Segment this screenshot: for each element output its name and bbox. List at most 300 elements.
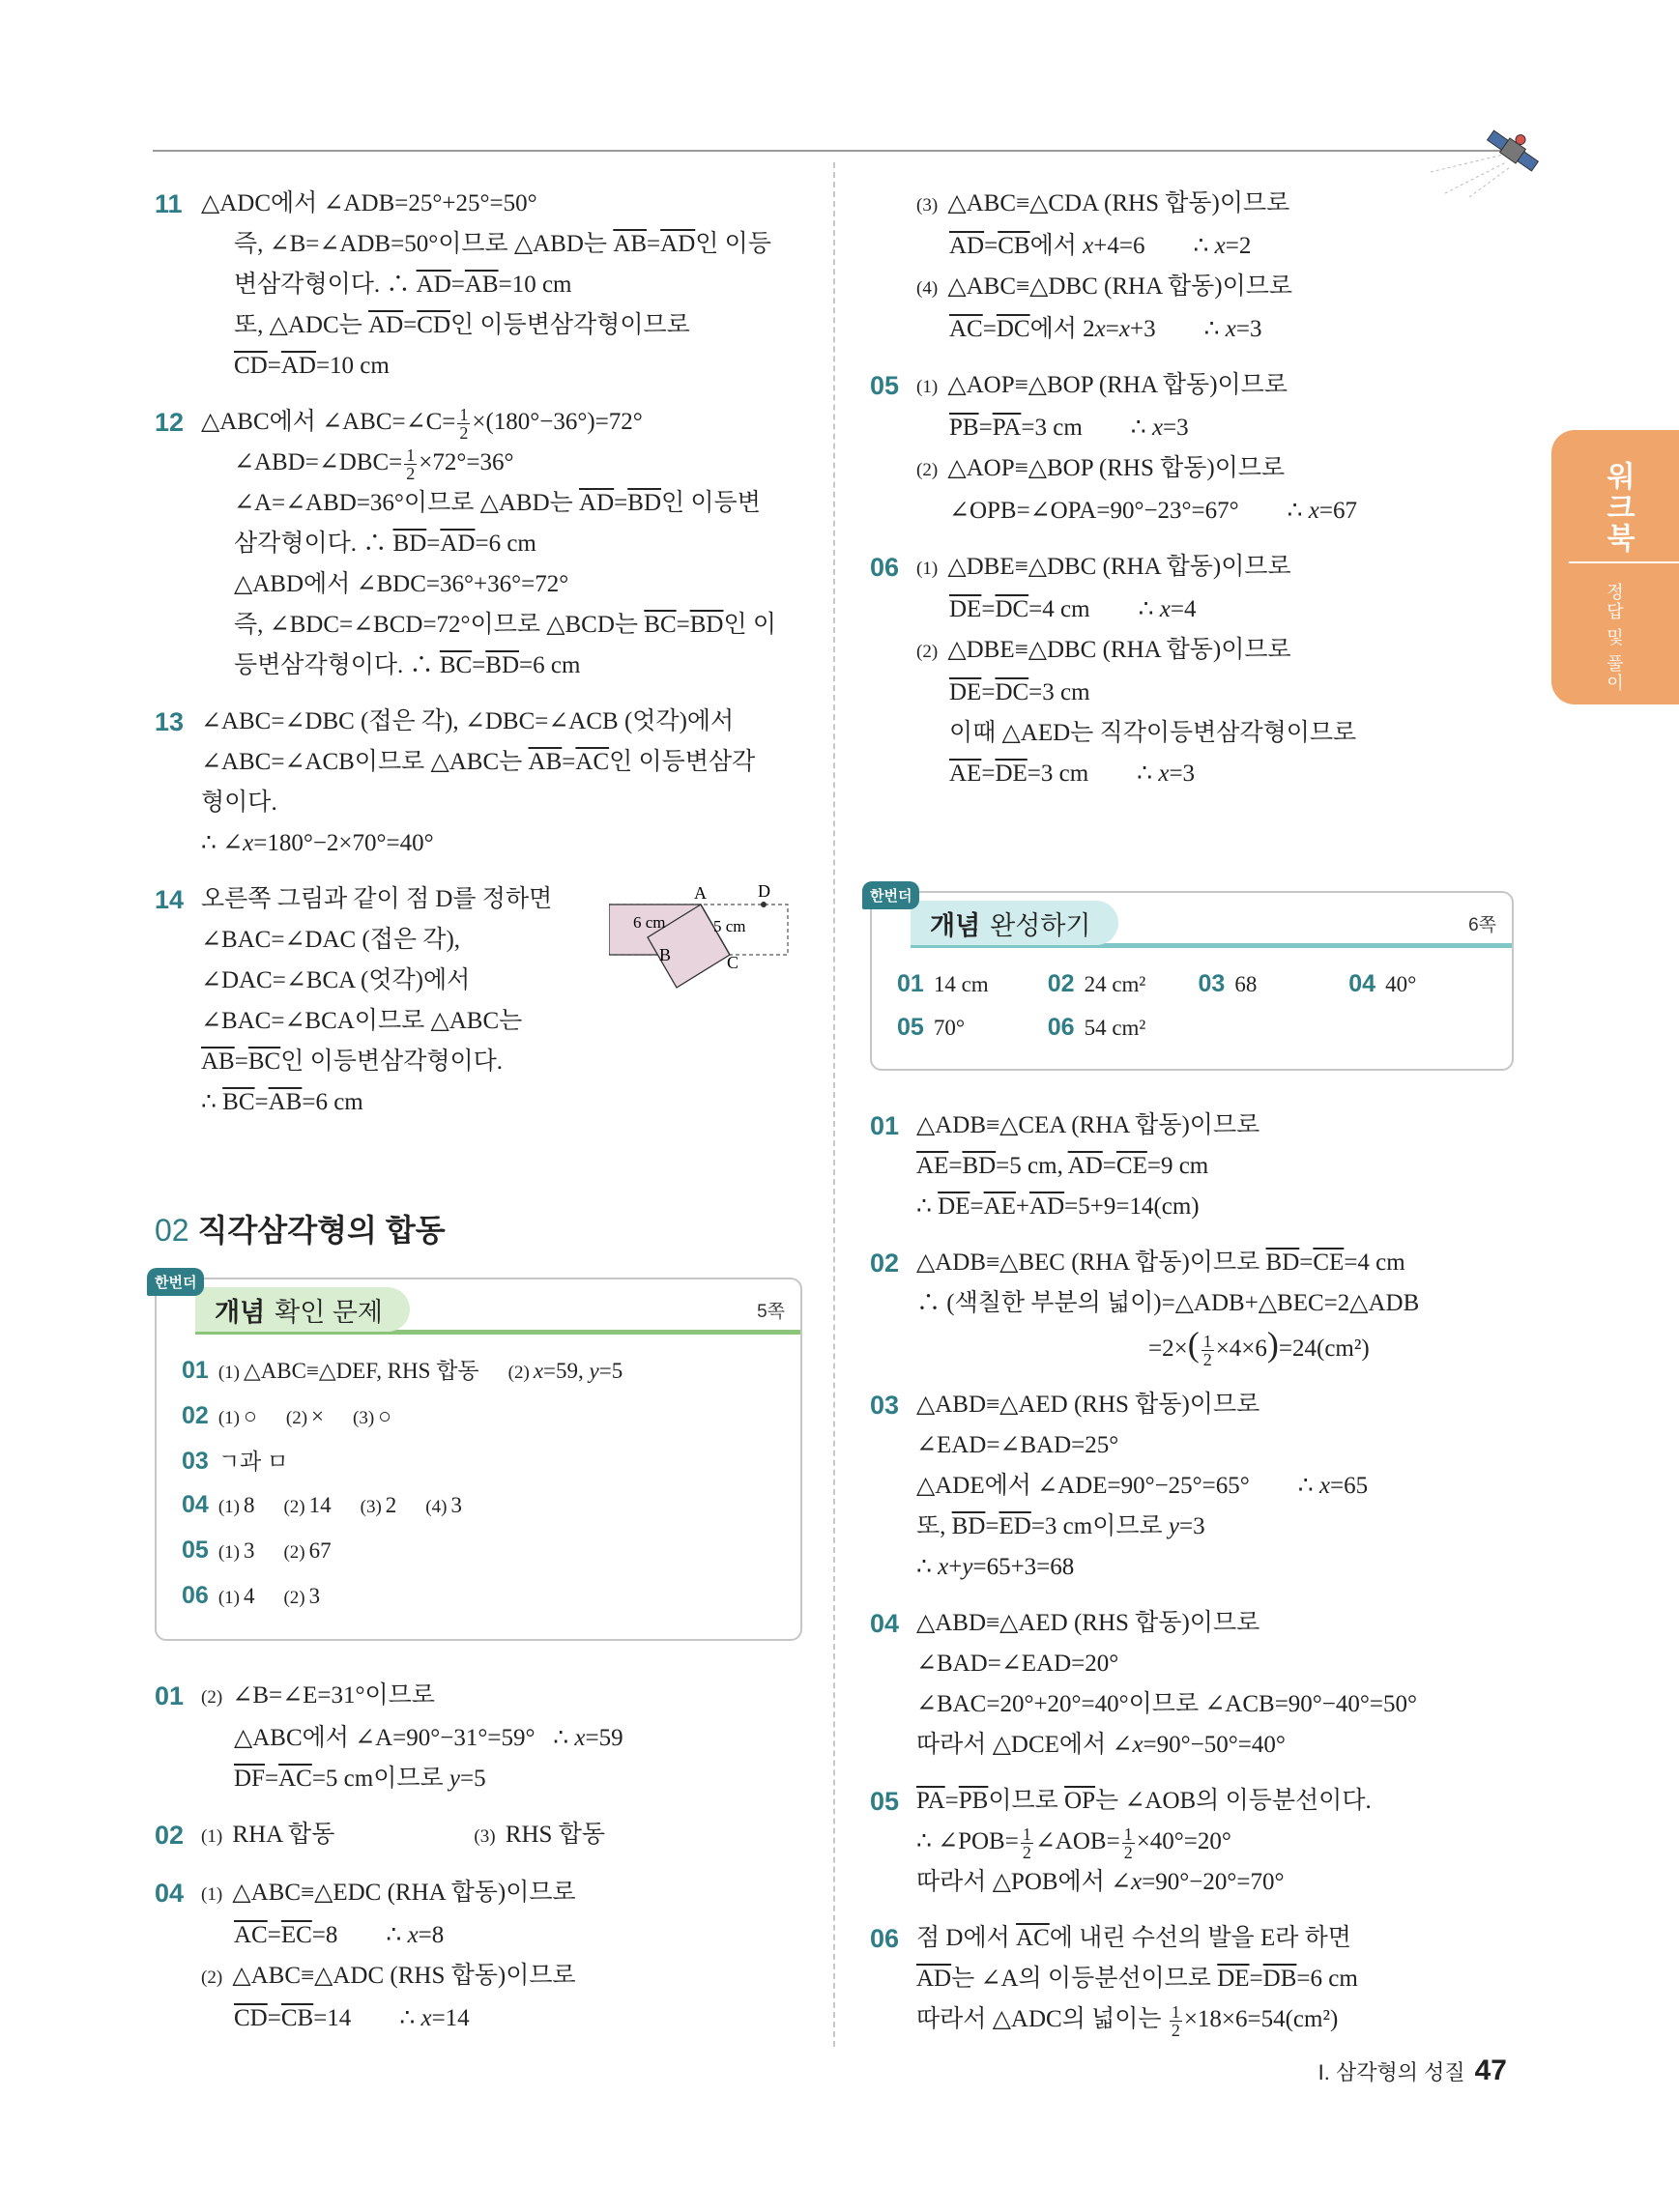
- line: [916, 1146, 1527, 1187]
- header-band: [195, 1287, 410, 1332]
- segment: $\overline{OP}$: [1064, 1788, 1096, 1814]
- segment: $\overline{AC}$: [278, 1766, 312, 1792]
- line: [201, 1759, 802, 1799]
- answer: 67: [308, 1538, 332, 1563]
- variable: x: [1118, 316, 1130, 342]
- solution-12: [155, 402, 802, 686]
- text: △ABC≡△CDA (RHS 합동)이므로: [947, 190, 1290, 216]
- text: ∴: [535, 1725, 575, 1751]
- answer: 3: [243, 1538, 255, 1563]
- answer-row: [182, 1574, 775, 1620]
- text: ∠AOB=: [1034, 1828, 1120, 1854]
- page-ref: 6쪽: [1468, 915, 1496, 935]
- numerator: 1: [406, 445, 416, 465]
- line: [201, 443, 802, 483]
- text: 점 D에서: [916, 1925, 1017, 1951]
- text: =4 cm: [1344, 1250, 1405, 1276]
- sub-label: (1): [201, 1884, 223, 1905]
- line: [201, 224, 802, 265]
- variable: x: [1083, 233, 1094, 259]
- line: △ADC에서 ∠ADB=25°+25°=50°: [201, 190, 537, 216]
- sub-label: (4): [425, 1497, 448, 1517]
- line: ∴ $\overline{DE}=\overline{AE}+\overline{AD}=5+9=14(cm)$: [916, 1193, 1200, 1220]
- text: =: [981, 679, 996, 705]
- solution-r06: [870, 1918, 1527, 2040]
- text: =2: [1225, 233, 1252, 259]
- solution-14: [155, 879, 802, 1123]
- text: =67: [1318, 498, 1358, 524]
- answer-row: [897, 962, 1487, 1006]
- line: [201, 402, 802, 443]
- solution-q02: [155, 1815, 802, 1857]
- text: 에서: [1029, 233, 1084, 259]
- text: △ABC≡△DBC (RHA 합동)이므로: [947, 273, 1293, 300]
- segment: $\overline{AD}$: [416, 272, 451, 298]
- box-header: [870, 888, 1512, 947]
- answer-number: 02: [182, 1402, 209, 1429]
- sub-label: (1): [217, 1363, 240, 1383]
- text: =3 cm: [1021, 415, 1083, 441]
- text: ∴: [916, 1554, 939, 1580]
- line: △ADB≡△CEA (RHA 합동)이므로: [916, 1112, 1260, 1138]
- answer: =59,: [543, 1359, 590, 1383]
- answer-number: 03: [1198, 970, 1226, 997]
- text: =14: [431, 2005, 470, 2031]
- problem-number: 02: [155, 1821, 185, 1850]
- badge: 한번더: [147, 1268, 204, 1296]
- text: =: [614, 490, 628, 516]
- line: [201, 1956, 802, 1998]
- segment: $\overline{DE}$: [949, 679, 982, 705]
- fraction: [1201, 1333, 1214, 1368]
- numerator: 1: [1022, 1824, 1031, 1844]
- line: [916, 1243, 1527, 1283]
- text: =2×: [1148, 1336, 1188, 1362]
- text: =: [472, 652, 486, 678]
- variable: x: [1094, 316, 1106, 342]
- answer: 2: [385, 1493, 397, 1517]
- segment: $\overline{DE}$: [938, 1193, 970, 1220]
- text: 인 이: [723, 612, 777, 638]
- answer-number: 01: [897, 970, 924, 997]
- line: 오른쪽 그림과 같이 점 D를 정하면: [201, 886, 553, 912]
- segment: $\overline{PB}$: [958, 1788, 989, 1814]
- line: ∠BAC=∠BCA이므로 △ABC는: [201, 1008, 523, 1034]
- numerator: 1: [459, 404, 469, 424]
- segment: $\overline{CB}$: [280, 2005, 314, 2031]
- variable: x: [1159, 596, 1171, 622]
- answer-row: [182, 1440, 775, 1483]
- line: [201, 524, 802, 564]
- line: △ABD≡△AED (RHS 합동)이므로: [916, 1392, 1260, 1418]
- box-header: [155, 1275, 800, 1334]
- segment: $\overline{CB}$: [998, 233, 1030, 259]
- left-column: [155, 184, 802, 2054]
- line: [916, 491, 1527, 531]
- line: [201, 1815, 802, 1857]
- segment: $\overline{AD}$: [916, 1966, 952, 1992]
- segment: $\overline{DC}$: [996, 316, 1030, 342]
- problem-number: 06: [870, 1924, 900, 1953]
- line: [916, 673, 1527, 713]
- header-light: 완성하기: [990, 910, 1091, 940]
- segment: $\overline{BC}$: [439, 652, 473, 678]
- text: =: [981, 761, 996, 787]
- answer: 54 cm²: [1084, 1016, 1146, 1040]
- sub-label: (2): [285, 1408, 308, 1428]
- line: [916, 1781, 1527, 1822]
- segment: $\overline{AC}$: [575, 749, 610, 775]
- answer-item: [1199, 962, 1344, 1006]
- answer-number: 02: [1047, 970, 1075, 997]
- answer: =5: [598, 1359, 623, 1383]
- section-number: 02: [155, 1213, 189, 1248]
- segment: $\overline{AD}$: [660, 231, 696, 257]
- concept-check-box: [155, 1275, 802, 1641]
- text: =: [970, 1193, 984, 1220]
- answer: 14 cm: [933, 972, 989, 996]
- text: =3: [1169, 761, 1196, 787]
- text: 에 내린 수선의 발을 E라 하면: [1049, 1925, 1351, 1951]
- sub-label: (2): [916, 642, 939, 662]
- fraction: [457, 406, 470, 442]
- header-bold: 개념: [930, 910, 981, 940]
- segment: $\overline{AB}$: [201, 1049, 235, 1075]
- answer: 68: [1234, 972, 1258, 996]
- line: [201, 483, 802, 524]
- text: △DBE≡△DBC (RHA 합동)이므로: [947, 554, 1291, 580]
- segment: $\overline{EC}$: [280, 1922, 312, 1948]
- line: [916, 1466, 1527, 1507]
- answer-item: [1048, 1006, 1146, 1049]
- text: ∠A=∠ABD=36°이므로 △ABD는: [234, 490, 580, 516]
- solution-r05: [870, 1781, 1527, 1903]
- text: =90°−50°=40°: [1143, 1732, 1286, 1758]
- text: =8: [418, 1922, 445, 1948]
- segment: $\overline{BD}$: [1265, 1250, 1300, 1276]
- segment: $\overline{CD}$: [234, 2005, 268, 2031]
- answer-number: 04: [182, 1491, 209, 1518]
- text: =: [562, 749, 576, 775]
- text: 는 ∠AOB의 이등분선이다.: [1095, 1788, 1372, 1814]
- text: =6 cm: [519, 652, 581, 678]
- line: [201, 1718, 802, 1759]
- line: [201, 646, 802, 686]
- line: [916, 267, 1527, 309]
- answer-item: [1348, 962, 1416, 1006]
- label-c: C: [727, 953, 739, 972]
- text: =5 cm이므로: [311, 1766, 449, 1792]
- text: ∴: [201, 1089, 223, 1115]
- chapter-label: I. 삼각형의 성질: [1317, 2060, 1465, 2084]
- line: [916, 1862, 1527, 1903]
- text: ×18×6=54(cm²): [1183, 2006, 1339, 2032]
- text: =: [1105, 316, 1119, 342]
- sub-label: (2): [201, 1687, 223, 1708]
- text: 즉, ∠B=∠ADB=50°이므로 △ABD는: [234, 231, 614, 257]
- text: △ADE에서 ∠ADE=90°−25°=65°: [916, 1473, 1250, 1499]
- sub-label: (3): [916, 195, 939, 215]
- line: [916, 365, 1527, 408]
- sub-label: (2): [283, 1497, 305, 1517]
- text: ∴: [1138, 596, 1160, 622]
- text: =: [948, 1153, 963, 1179]
- variable: x: [1131, 1869, 1143, 1895]
- header-band: [911, 901, 1118, 945]
- line: 형이다.: [201, 790, 277, 816]
- line: [916, 226, 1527, 267]
- text: =5 cm,: [996, 1153, 1068, 1179]
- solution-11: [155, 184, 802, 387]
- variable: y: [589, 1359, 599, 1383]
- text: =59: [585, 1725, 623, 1751]
- text: =: [1102, 1153, 1116, 1179]
- text: =65: [1330, 1473, 1369, 1499]
- segment: $\overline{CD}$: [234, 353, 268, 379]
- answer-item: [897, 962, 1042, 1006]
- segment: $\overline{AD}$: [1067, 1153, 1103, 1179]
- segment: $\overline{AB}$: [268, 1089, 303, 1115]
- solution-r02: [870, 1243, 1527, 1369]
- text: ∴: [916, 1193, 939, 1220]
- text: =5: [460, 1766, 486, 1792]
- text: =3: [1235, 316, 1262, 342]
- text: ∴: [1287, 498, 1309, 524]
- segment: $\overline{BD}$: [962, 1153, 997, 1179]
- page-number: 47: [1474, 2054, 1507, 2086]
- text: =: [982, 316, 997, 342]
- line: [916, 754, 1527, 794]
- text: ∠B=∠E=31°이므로: [232, 1682, 435, 1709]
- segment: $\overline{BD}$: [627, 490, 661, 516]
- line: =2×( $\frac{1}{2}$ ×4×6)=24(cm²): [1148, 1325, 1370, 1369]
- text: =10 cm: [315, 353, 390, 379]
- label-b: B: [659, 945, 672, 964]
- line: [916, 1959, 1527, 1999]
- line: [916, 309, 1527, 350]
- segment: $\overline{BC}$: [644, 612, 677, 638]
- segment: $\overline{BC}$: [222, 1089, 255, 1115]
- text: =: [981, 596, 996, 622]
- text: =6 cm: [1296, 1966, 1358, 1992]
- text: =: [267, 353, 281, 379]
- text: =: [1249, 1966, 1263, 1992]
- answer-row: [182, 1394, 775, 1440]
- sub-label: (3): [360, 1497, 382, 1517]
- text: 즉, ∠BDC=∠BCD=72°이므로 △BCD는: [234, 612, 645, 638]
- line: [201, 605, 802, 646]
- text: =: [676, 612, 690, 638]
- sub-label: (1): [217, 1542, 240, 1563]
- text: 또, △ADC는: [234, 312, 369, 338]
- sub-label: (3): [353, 1408, 375, 1428]
- line: △ABD에서 ∠BDC=36°+36°=72°: [234, 571, 569, 597]
- fraction: [1170, 2003, 1182, 2039]
- problem-number: 06: [870, 553, 900, 582]
- sub-label: (2): [201, 1968, 223, 1988]
- segment: $\overline{AC}$: [1016, 1925, 1050, 1951]
- segment: $\overline{DE}$: [1217, 1966, 1250, 1992]
- text: 는 ∠A의 이등분선이므로: [951, 1966, 1218, 1992]
- text: 따라서 △ADC의 넓이는: [916, 2006, 1168, 2032]
- text: 인 이등변삼각형이므로: [450, 312, 690, 338]
- problem-number: 05: [870, 1787, 900, 1816]
- line: [201, 1998, 802, 2039]
- text: =3: [1163, 415, 1189, 441]
- text: =: [944, 1788, 959, 1814]
- numerator: 1: [1123, 1824, 1133, 1844]
- problem-number: 02: [870, 1249, 900, 1278]
- text: =: [984, 233, 999, 259]
- text: =9 cm: [1146, 1153, 1209, 1179]
- text: ∴: [1203, 316, 1226, 342]
- answer-number: 05: [897, 1014, 924, 1041]
- text: =: [978, 415, 993, 441]
- variable: y: [1168, 1513, 1180, 1539]
- solution-06: [870, 547, 1527, 794]
- text: 따라서 △POB에서 ∠: [916, 1869, 1132, 1895]
- line: [916, 448, 1527, 491]
- text: =6 cm: [302, 1089, 363, 1115]
- line: [201, 1082, 802, 1123]
- variable: y: [449, 1766, 461, 1792]
- segment: $\overline{BD}$: [392, 531, 427, 557]
- section-title: 직각삼각형의 합동: [188, 1213, 446, 1248]
- text: 등변삼각형이다. ∴: [234, 652, 440, 678]
- problem-number: 11: [155, 189, 183, 218]
- segment: $\overline{AC}$: [234, 1922, 268, 1948]
- text: =: [234, 1049, 248, 1075]
- segment: $\overline{AE}$: [949, 761, 982, 787]
- line: [201, 1042, 802, 1082]
- variable: x: [420, 2005, 432, 2031]
- text: ∴ ∠: [201, 830, 244, 856]
- answer-number: 03: [182, 1448, 209, 1475]
- text: =90°−20°=70°: [1142, 1869, 1285, 1895]
- line: ∠DAC=∠BCA (엇각)에서: [201, 967, 471, 993]
- text: =: [985, 1513, 999, 1539]
- answer: 70°: [933, 1016, 966, 1040]
- answer: △ABC≡△DEF, RHS 합동: [243, 1359, 479, 1383]
- page-footer: [1318, 2054, 1507, 2087]
- line: [201, 1915, 802, 1956]
- answer-row: [182, 1529, 775, 1574]
- variable: x: [574, 1725, 586, 1751]
- text: ∴: [1297, 1473, 1319, 1499]
- sub-label: (4): [916, 278, 939, 299]
- line: [201, 823, 802, 864]
- text: 따라서 △DCE에서 ∠: [916, 1732, 1133, 1758]
- line: ∴ x+y=65+3=68: [916, 1554, 1075, 1580]
- answer-row: [182, 1349, 775, 1394]
- problem-number: 12: [155, 408, 185, 437]
- solution-04-cont: [870, 184, 1527, 350]
- solution-q04: [155, 1873, 802, 2039]
- segment: $\overline{PA}$: [992, 415, 1022, 441]
- text: RHA 합동: [232, 1822, 335, 1848]
- variable: x: [1151, 415, 1164, 441]
- sub-label: (3): [474, 1826, 496, 1847]
- solution-05: [870, 365, 1527, 531]
- variable: x: [533, 1359, 544, 1383]
- text: 이므로: [988, 1788, 1065, 1814]
- answer-number: 04: [1348, 970, 1376, 997]
- sub-label: (1): [916, 559, 939, 579]
- text: 에서 2: [1029, 316, 1095, 342]
- segment: $\overline{BC}$: [247, 1049, 281, 1075]
- denominator: 2: [1171, 2020, 1180, 2040]
- segment: $\overline{DC}$: [995, 596, 1029, 622]
- top-rule: [153, 150, 1525, 152]
- text: ×72°=36°: [419, 449, 514, 475]
- variable: x: [1158, 761, 1170, 787]
- line: [201, 265, 802, 305]
- segment: $\overline{ED}$: [999, 1513, 1031, 1539]
- text: 인 이등변: [661, 490, 761, 516]
- problem-number: 14: [155, 885, 185, 914]
- line: [201, 346, 802, 387]
- text: ∠ABD=∠DBC=: [234, 449, 403, 475]
- answer: ○: [378, 1404, 392, 1428]
- text: ∴: [1130, 415, 1152, 441]
- text: ×4×6: [1215, 1336, 1267, 1362]
- sub-label: (2): [283, 1542, 305, 1563]
- answer: 3: [308, 1584, 321, 1608]
- text: +4=6: [1093, 233, 1145, 259]
- answer-row: [897, 1006, 1487, 1049]
- text: =3 cm: [1027, 761, 1089, 787]
- numerator: 1: [1202, 1331, 1212, 1351]
- text: =3 cm이므로: [1030, 1513, 1169, 1539]
- segment: $\overline{AD}$: [280, 353, 316, 379]
- text: 인 이등: [695, 231, 771, 257]
- variable: x: [1214, 233, 1226, 259]
- text: =: [450, 272, 465, 298]
- segment: $\overline{DB}$: [1262, 1966, 1297, 1992]
- segment: $\overline{DE}$: [949, 596, 982, 622]
- problem-number: 05: [870, 371, 900, 400]
- folded-paper-figure: [609, 879, 802, 1005]
- text: =4 cm: [1028, 596, 1090, 622]
- answer: ㄱ과 ㅁ: [217, 1450, 289, 1474]
- side-tab-divider: [1569, 561, 1679, 563]
- answer-row: [182, 1483, 775, 1529]
- segment: $\overline{CE}$: [1313, 1250, 1345, 1276]
- text: ∴: [399, 2005, 421, 2031]
- text: =65+3=68: [972, 1554, 1075, 1580]
- concept-complete-box: [870, 888, 1514, 1071]
- sub-label: (1): [201, 1826, 223, 1847]
- text: ∴ ∠POB=: [916, 1828, 1019, 1854]
- variable: x: [938, 1554, 949, 1580]
- text: =: [267, 1922, 281, 1948]
- variable: y: [962, 1554, 973, 1580]
- variable: x: [1318, 1473, 1331, 1499]
- problem-number: 01: [870, 1111, 900, 1140]
- answer: 40°: [1385, 972, 1417, 996]
- text: 또,: [916, 1513, 952, 1539]
- line: [916, 1822, 1527, 1862]
- answer: 4: [243, 1584, 255, 1608]
- problem-number: 13: [155, 707, 185, 736]
- answer: 3: [450, 1493, 462, 1517]
- solution-13: [155, 702, 802, 864]
- side-tab-title: 워크북: [1602, 461, 1634, 554]
- answer: 8: [243, 1493, 255, 1517]
- line: [916, 1507, 1527, 1547]
- line: ∴ (색칠한 부분의 넓이)=△ADB+△BEC=2△ADB: [916, 1290, 1420, 1316]
- text: ×40°=20°: [1136, 1828, 1231, 1854]
